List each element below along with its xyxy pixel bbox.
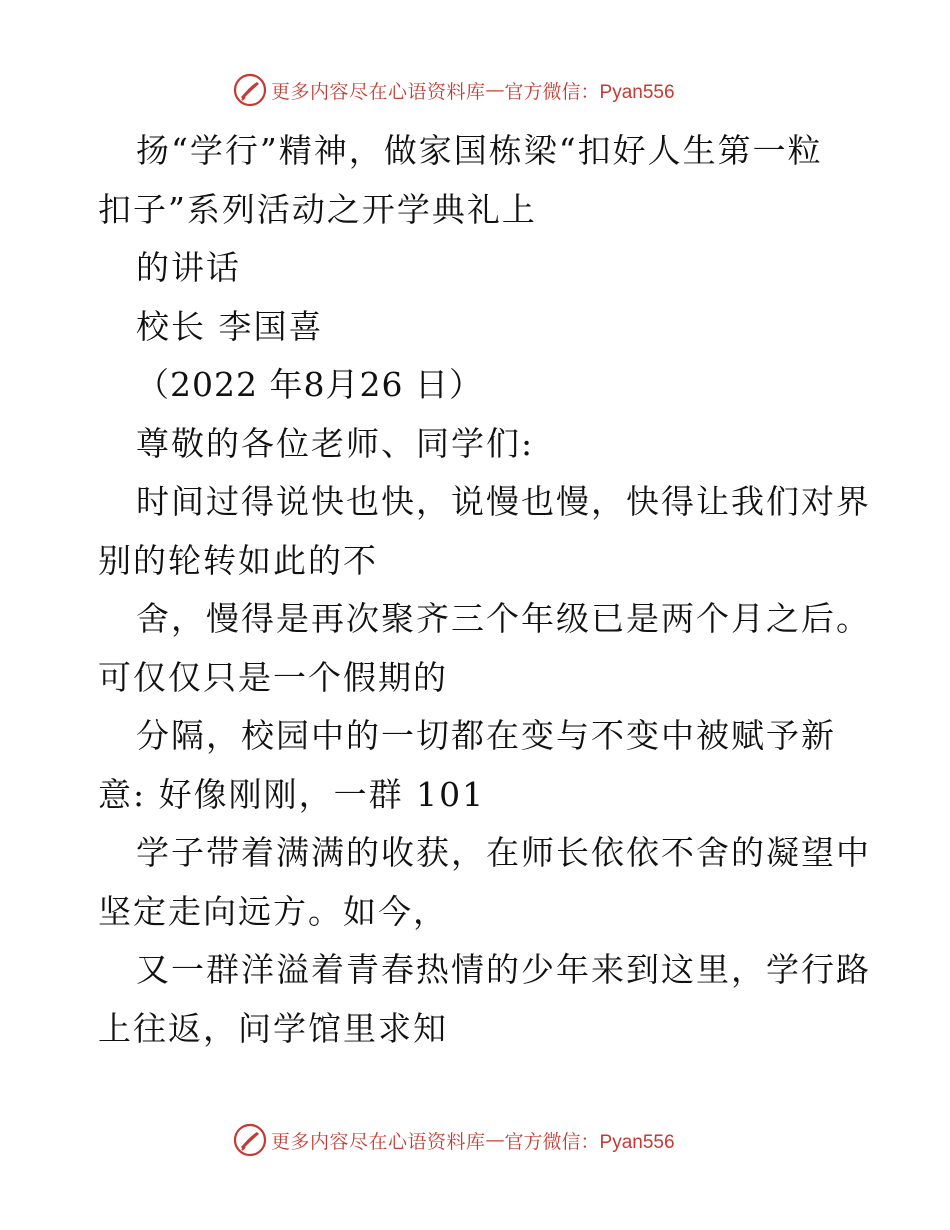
pen-circle-logo-icon	[233, 73, 267, 107]
speaker-line: 校长 李国喜	[136, 306, 324, 346]
paragraph-line: 意: 好像刚刚，一群 101	[98, 774, 486, 814]
watermark-separator: —	[485, 79, 505, 101]
paragraph-line: 分隔，校园中的一切都在变与不变中被赋予新	[136, 716, 836, 755]
document-body	[98, 122, 871, 1058]
paragraph-line: 又一群洋溢着青春热情的少年来到这里，学行路	[136, 950, 871, 989]
pen-circle-logo-icon	[233, 1123, 267, 1157]
paragraph-line: 学子带着满满的收获，在师长依依不舍的凝望中	[136, 833, 871, 872]
paragraph-line: 上往返，问学馆里求知	[98, 1008, 448, 1048]
watermark-separator: —	[485, 1129, 505, 1151]
watermark-contact: 官方微信：Pyan556	[504, 81, 675, 103]
paragraph-line: 时间过得说快也快，说慢也慢，快得让我们对界	[136, 482, 871, 521]
header-watermark	[233, 72, 675, 108]
paragraph-line: 舍，慢得是再次聚齐三个年级已是两个月之后。	[136, 599, 871, 638]
watermark-contact: 官方微信：Pyan556	[504, 1131, 675, 1153]
footer-watermark	[233, 1122, 675, 1158]
salutation-line: 尊敬的各位老师、同学们:	[136, 423, 535, 463]
watermark-text: 更多内容尽在心语资料库	[271, 80, 486, 103]
title-line-1: 扬“学行”精神，做家国栋梁“扣好人生第一粒	[136, 131, 823, 170]
title-line-2: 扣子”系列活动之开学典礼上	[98, 189, 537, 229]
title-line-3: 的讲话	[136, 248, 241, 287]
paragraph-line: 坚定走向远方。如今，	[98, 891, 448, 931]
paragraph-line: 别的轮转如此的不	[98, 540, 378, 580]
date-line: （2022 年8月26 日）	[136, 365, 483, 404]
paragraph-line: 可仅仅只是一个假期的	[98, 657, 448, 697]
watermark-text: 更多内容尽在心语资料库	[271, 1130, 486, 1153]
